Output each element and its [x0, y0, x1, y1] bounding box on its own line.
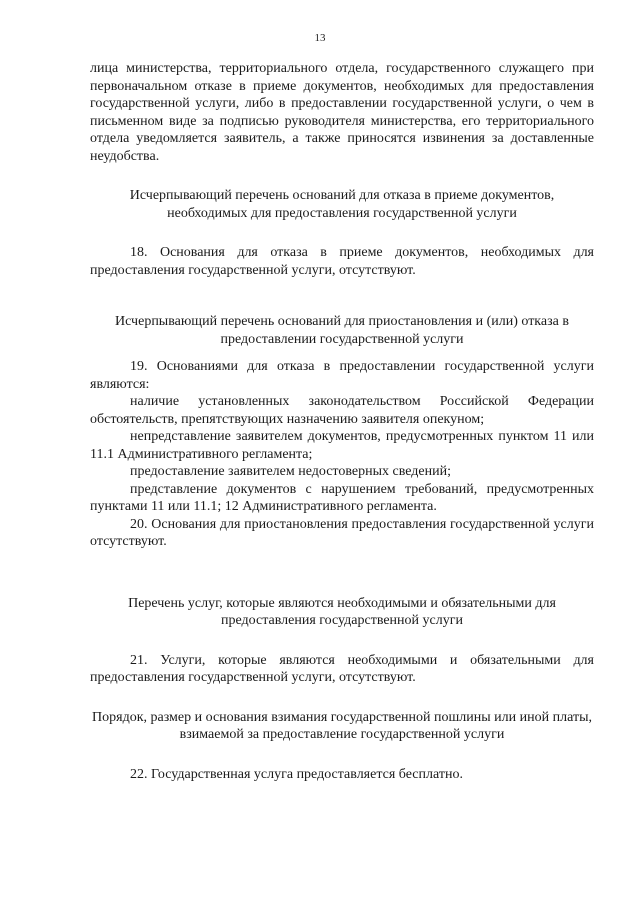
item-19-intro: 19. Основаниями для отказа в предоставлении государственной услуги являются:	[90, 359, 594, 392]
item-19-list-item: непредставление заявителем документов, предусмотренных пунктом 11 или 11.1 Административного регламента;	[90, 429, 594, 462]
section4-heading: Порядок, размер и основания взимания государственной пошлины или иной платы, взимаемой за предоставление государственной услуги	[92, 709, 592, 742]
document-body	[90, 60, 594, 783]
item-18: 18. Основания для отказа в приеме документов, необходимых для предоставления государственной услуги, отсутствуют.	[90, 245, 594, 278]
section1-heading: Исчерпывающий перечень оснований для отказа в приеме документов, необходимых для предоставления государственной услуги	[129, 188, 555, 221]
intro-paragraph: лица министерства, территориального отдела, государственного служащего при первоначальном отказе в приеме документов, необходимых для предоставления государственной услуги, либо в предоставлении государственной услуги, о чем в письменном виде за подписью руководителя министерства, его территориального отдела уведомляется заявитель, а также приносятся извинения за доставленные неудобства.	[90, 61, 594, 164]
page-number: 13	[314, 32, 326, 44]
item-19-list-item: предоставление заявителем недостоверных сведений;	[130, 464, 451, 479]
section3-heading: Перечень услуг, которые являются необходимыми и обязательными для предоставления государственной услуги	[128, 595, 556, 628]
item-19-list-item: наличие установленных законодательством Российской Федерации обстоятельств, препятствующих назначению заявителя опекуном;	[90, 394, 594, 427]
section2-heading: Исчерпывающий перечень оснований для приостановления и (или) отказа в предоставлении государственной услуги	[115, 314, 569, 347]
item-19-list-item: представление документов с нарушением требований, предусмотренных пунктами 11 или 11.1; 12 Административного регламента.	[90, 481, 594, 514]
item-22: 22. Государственная услуга предоставляется бесплатно.	[130, 766, 463, 782]
item-21: 21. Услуги, которые являются необходимыми и обязательными для предоставления государственной услуги, отсутствуют.	[90, 652, 594, 685]
item-20: 20. Основания для приостановления предоставления государственной услуги отсутствуют.	[90, 516, 594, 549]
